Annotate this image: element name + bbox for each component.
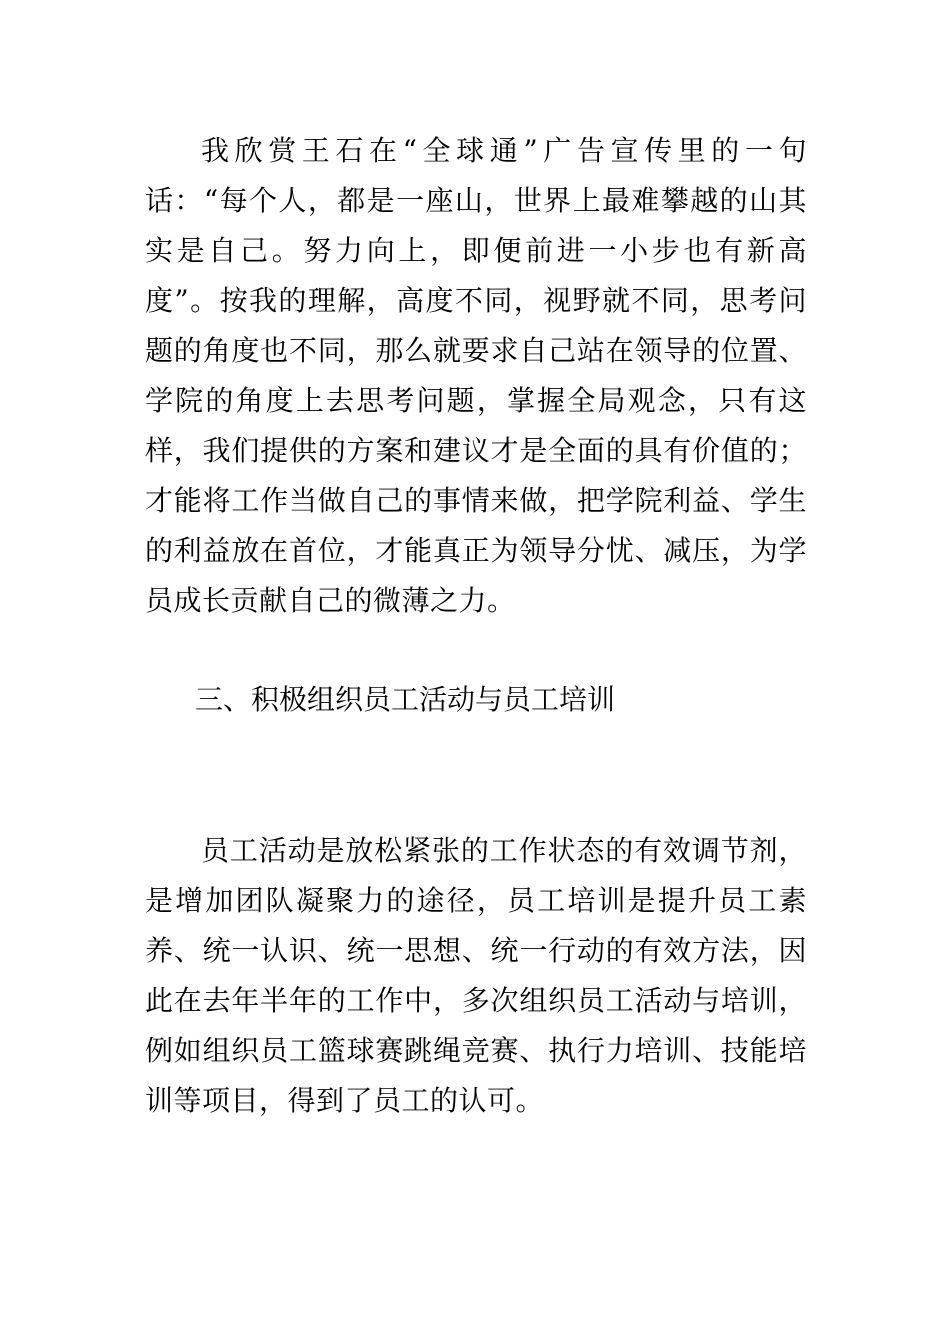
body-paragraph-2: 员工活动是放松紧张的工作状态的有效调节剂，是增加团队凝聚力的途径，员工培训是提升员工素养、统一认识、统一思想、统一行动的有效方法，因此在去年半年的工作中，多次组织员工活动与培训，例如组织员工篮球赛跳绳竞赛、执行力培训、技能培训等项目，得到了员工的认可。 xyxy=(145,834,807,1117)
section-heading: 三、积极组织员工活动与员工培训 xyxy=(195,683,616,716)
body-paragraph-1: 我欣赏王石在“全球通”广告宣传里的一句话：“每个人，都是一座山，世界上最难攀越的山其实是自己。努力向上，即便前进一小步也有新高度”。按我的理解，高度不同，视野就不同，思考问题的角度也不同，那么就要求自己站在领导的位置、学院的角度上去思考问题，掌握全局观念，只有这样，我们提供的方案和建议才是全面的具有价值的；才能将工作当做自己的事情来做，把学院利益、学生的利益放在首位，才能真正为领导分忧、减压，为学员成长贡献自己的微薄之力。 xyxy=(145,134,807,617)
